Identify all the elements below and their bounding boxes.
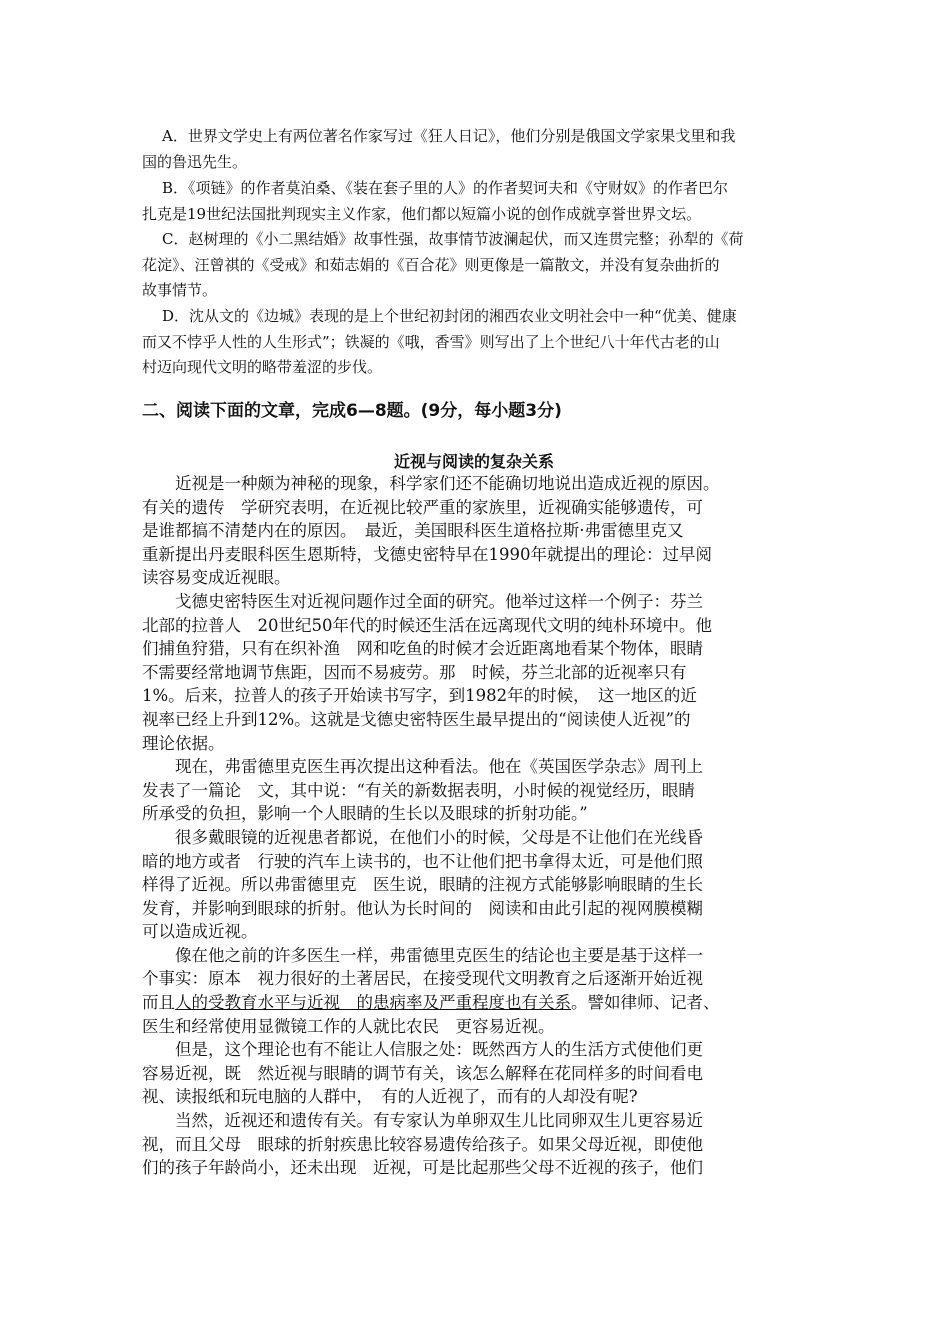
option-a-line-2: 国的鲁迅先生。 xyxy=(142,152,248,171)
article-line xyxy=(142,920,806,944)
article-line-text: 样得了近视。所以弗雷德里克 医生说，眼睛的注视方式能够影响眼睛的生长 xyxy=(142,875,703,895)
article-line xyxy=(142,590,806,614)
option-d-line-3: 村迈向现代文明的略带羞涩的步伐。 xyxy=(142,358,383,377)
article-line-text: 所承受的负担，影响一个人眼睛的生长以及眼球的折射功能。” xyxy=(142,804,588,824)
option-b-line-1: B．《项链》的作者莫泊桑、《装在套子里的人》的作者契诃夫和《守财奴》的作者巴尔 xyxy=(162,179,729,197)
article-line-text: 发表了一篇论 文，其中说：“有关的新数据表明，小时候的视觉经历，眼睛 xyxy=(142,780,695,800)
article-body xyxy=(142,472,806,1180)
option-c xyxy=(142,227,814,304)
article-line xyxy=(142,732,806,756)
article-line-text: 理论依据。 xyxy=(142,733,225,753)
underlined-phrase: 人的受教育水平与近视 的患病率及严重程度也有关系 xyxy=(175,993,571,1013)
section-heading: 二、阅读下面的文章，完成6—8题。(9分，每小题3分) xyxy=(142,401,562,421)
article-line-text: 发育，并影响到眼球的折射。他认为长时间的 阅读和由此引起的视网膜模糊 xyxy=(142,898,703,918)
option-d-line-1: D．沈从文的《边城》表现的是上个世纪初封闭的湘西农业文明社会中一种“优美、健康 xyxy=(162,307,737,325)
option-c-line-3: 故事情节。 xyxy=(142,281,218,300)
article-line-text: 戈德史密特医生对近视问题作过全面的研究。他举过这样一个例子：芬兰 xyxy=(175,591,703,611)
article-line xyxy=(142,1109,806,1133)
article-line-text: 们捕鱼狩猎，只有在织补渔 网和吃鱼的时候才会近距离地看某个物体，眼睛 xyxy=(142,639,703,659)
article-line-text: 容易近视，既 然近视与眼睛的调节有关，该怎么解释在花同样多的时间看电 xyxy=(142,1063,703,1083)
article-line xyxy=(142,708,806,732)
article-line xyxy=(142,779,806,803)
article-line xyxy=(142,519,806,543)
article-line-text: 北部的拉普人 20世纪50年代的时候还生活在远离现代文明的纯朴环境中。他 xyxy=(142,615,712,635)
article-line xyxy=(142,614,806,638)
option-c-line-2: 花淀》、汪曾祺的《受戒》和茹志娟的《百合花》则更像是一篇散文，并没有复杂曲折的 xyxy=(142,255,720,274)
article-line-text: 近视是一种颇为神秘的现象，科学家们还不能确切地说出造成近视的原因。 xyxy=(175,474,720,493)
article-line xyxy=(142,543,806,567)
option-a xyxy=(142,124,814,175)
article-line xyxy=(142,637,806,661)
article-line-text: 像在他之前的许多医生一样，弗雷德里克医生的结论也主要是基于这样一 xyxy=(175,945,703,965)
article-line-text: 读容易变成近视眼。 xyxy=(142,568,291,588)
article-line-text: 重新提出丹麦眼科医生恩斯特，戈德史密特早在1990年就提出的理论：过早阅 xyxy=(142,544,712,564)
option-a-line-1: A．世界文学史上有两位著名作家写过《狂人日记》，他们分别是俄国文学家果戈里和我 xyxy=(162,127,736,145)
option-c-line-1: C．赵树理的《小二黑结婚》故事性强，故事情节波澜起伏，而又连贯完整；孙犁的《荷 xyxy=(162,230,744,248)
article-line xyxy=(142,802,806,826)
article-line xyxy=(142,826,806,850)
option-b-line-2: 扎克是19世纪法国批判现实主义作家，他们都以短篇小说的创作成就享誉世界文坛。 xyxy=(142,204,702,223)
article-line-text: 视率已经上升到12%。这就是戈德史密特医生最早提出的“阅读使人近视”的 xyxy=(142,709,691,729)
article-line-text: 可以造成近视。 xyxy=(142,922,258,942)
article-line-text: 但是，这个理论也有不能让人信服之处：既然西方人的生活方式使他们更 xyxy=(175,1040,703,1060)
article-line-text: 视、读报纸和玩电脑的人群中， 有的人近视了，而有的人却没有呢? xyxy=(142,1087,638,1107)
article-line-text: 视，而且父母 眼球的折射疾患比较容易遗传给孩子。如果父母近视，即使他 xyxy=(142,1134,703,1154)
article-line-text: 而且 xyxy=(142,993,175,1013)
article-line xyxy=(142,1062,806,1086)
article-title: 近视与阅读的复杂关系 xyxy=(393,452,554,471)
option-d-line-2: 而又不悖乎人性的人生形式”；铁凝的《哦，香雪》则写出了上个世纪八十年代古老的山 xyxy=(142,332,720,351)
article-line xyxy=(142,1133,806,1157)
article-line xyxy=(142,873,806,897)
article-line-text: 1%。后来，拉普人的孩子开始读书写字，到1982年的时候， 这一地区的近 xyxy=(142,686,697,706)
article-line-text: 当然，近视还和遗传有关。有专家认为单卵双生儿比同卵双生儿更容易近 xyxy=(175,1111,703,1131)
article-line-text: 是谁都搞不清楚内在的原因。 最近，美国眼科医生道格拉斯·弗雷德里克又 xyxy=(142,521,684,541)
article-line-text: 现在，弗雷德里克医生再次提出这种看法。他在《英国医学杂志》周刊上 xyxy=(175,757,703,777)
article-line xyxy=(142,991,806,1015)
article-line xyxy=(142,496,806,520)
option-d xyxy=(142,304,814,381)
article-line xyxy=(142,967,806,991)
article-line xyxy=(142,661,806,685)
article-line xyxy=(142,1156,806,1180)
article-line-text-after: 。譬如律师、记者、 xyxy=(571,993,720,1013)
article-line xyxy=(142,944,806,968)
article-line xyxy=(142,1038,806,1062)
article-line-text: 不需要经常地调节焦距，因而不易疲劳。那 时候，芬兰北部的近视率只有 xyxy=(142,662,687,682)
option-b xyxy=(142,176,814,227)
article-line-text: 医生和经常使用显微镜工作的人就比农民 更容易近视。 xyxy=(142,1016,555,1036)
article-line-text: 有关的遗传 学研究表明，在近视比较严重的家族里，近视确实能够遗传，可 xyxy=(142,497,703,517)
article-line-text: 们的孩子年龄尚小，还未出现 近视，可是比起那些父母不近视的孩子，他们 xyxy=(142,1158,703,1178)
article-line-text: 个事实：原本 视力很好的土著居民，在接受现代文明教育之后逐渐开始近视 xyxy=(142,969,703,989)
article-line xyxy=(142,897,806,921)
article-line xyxy=(142,472,806,496)
article-line xyxy=(142,566,806,590)
article-line-text: 暗的地方或者 行驶的汽车上读书的，也不让他们把书拿得太近，可是他们照 xyxy=(142,851,703,871)
article-line xyxy=(142,1085,806,1109)
article-line xyxy=(142,850,806,874)
article-line xyxy=(142,1015,806,1039)
article-line-text: 很多戴眼镜的近视患者都说，在他们小的时候，父母是不让他们在光线昏 xyxy=(175,827,703,847)
article-line xyxy=(142,755,806,779)
article-line xyxy=(142,684,806,708)
